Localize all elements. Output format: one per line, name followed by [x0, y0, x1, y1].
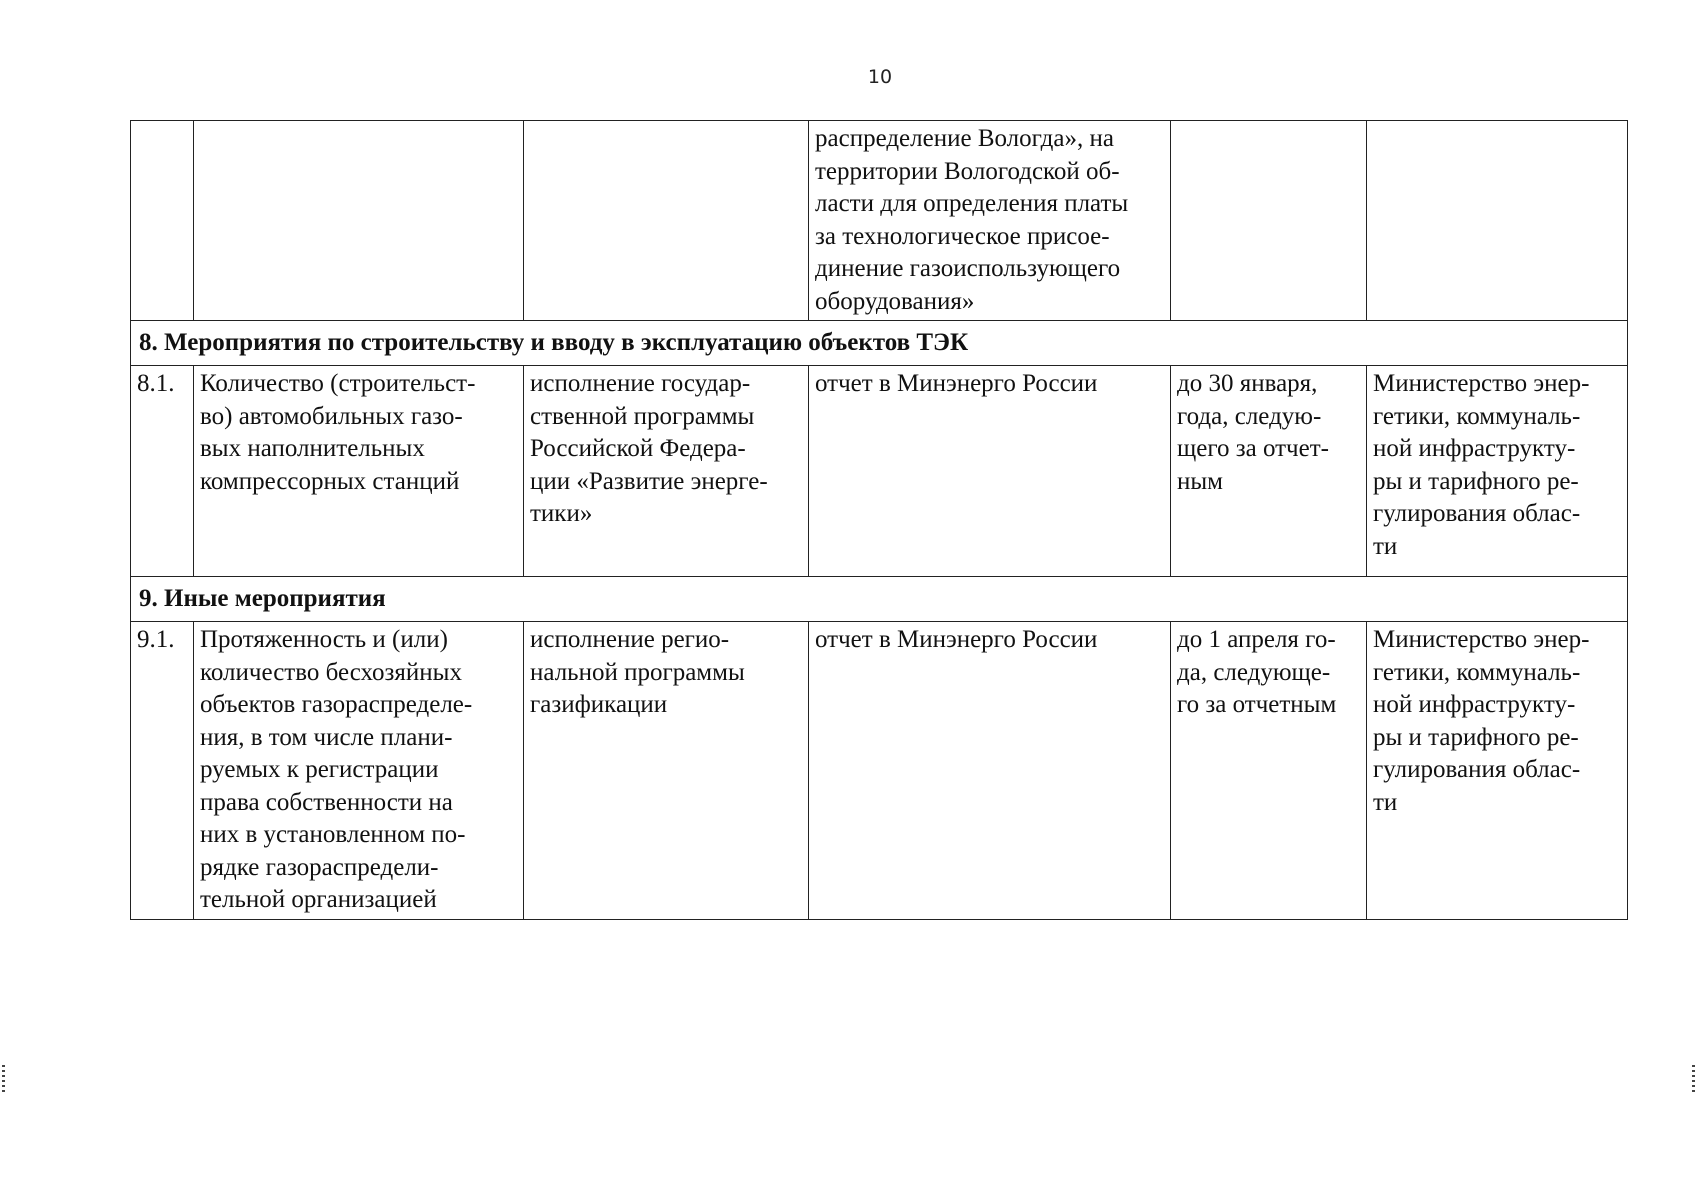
- right-scan-edge-mark: [1692, 1065, 1695, 1095]
- section-header-row-8: [131, 321, 1628, 366]
- cell-num: 8.1.: [131, 366, 194, 577]
- cell-num: 9.1.: [131, 622, 194, 920]
- section-title-8: 8. Мероприятия по строительству и вводу в эксплуатацию объектов ТЭК: [131, 321, 1628, 366]
- cell-num: [131, 121, 194, 321]
- cell-deadline: [1171, 121, 1367, 321]
- left-scan-edge-mark: [2, 1065, 5, 1095]
- section-header-row-9: [131, 577, 1628, 622]
- cell-source: исполнение государ- ственной программы Российской Федера- ции «Развитие энерге- тики»: [524, 366, 809, 577]
- page-number: 10: [867, 66, 893, 88]
- section-title-9: 9. Иные мероприятия: [131, 577, 1628, 622]
- cell-source: [524, 121, 809, 321]
- cell-form: распределение Вологда», на территории Вологодской об- ласти для определения платы за технологическое присое- динение газоиспользующего оборудования»: [809, 121, 1171, 321]
- table-row-9-1: [131, 622, 1628, 920]
- cell-responsible: Министерство энер- гетики, коммуналь- ной инфраструкту- ры и тарифного ре- гулирования облас- ти: [1367, 366, 1628, 577]
- cell-deadline: до 30 января, года, следую- щего за отчет- ным: [1171, 366, 1367, 577]
- cell-indicator: [194, 121, 524, 321]
- cell-form: отчет в Минэнерго России: [809, 622, 1171, 920]
- cell-form: отчет в Минэнерго России: [809, 366, 1171, 577]
- table-row-continuation: [131, 121, 1628, 321]
- cell-source: исполнение регио- нальной программы газификации: [524, 622, 809, 920]
- measures-table: [130, 120, 1628, 920]
- cell-deadline: до 1 апреля го- да, следующе- го за отчетным: [1171, 622, 1367, 920]
- cell-responsible: [1367, 121, 1628, 321]
- cell-indicator: Протяженность и (или) количество бесхозяйных объектов газораспределе- ния, в том числе плани- руемых к регистрации права собственности на них в установленном по- рядке газораспредели- тельной организацией: [194, 622, 524, 920]
- cell-indicator: Количество (строительст- во) автомобильных газо- вых наполнительных компрессорных станций: [194, 366, 524, 577]
- table-row-8-1: [131, 366, 1628, 577]
- cell-responsible: Министерство энер- гетики, коммуналь- ной инфраструкту- ры и тарифного ре- гулирования облас- ти: [1367, 622, 1628, 920]
